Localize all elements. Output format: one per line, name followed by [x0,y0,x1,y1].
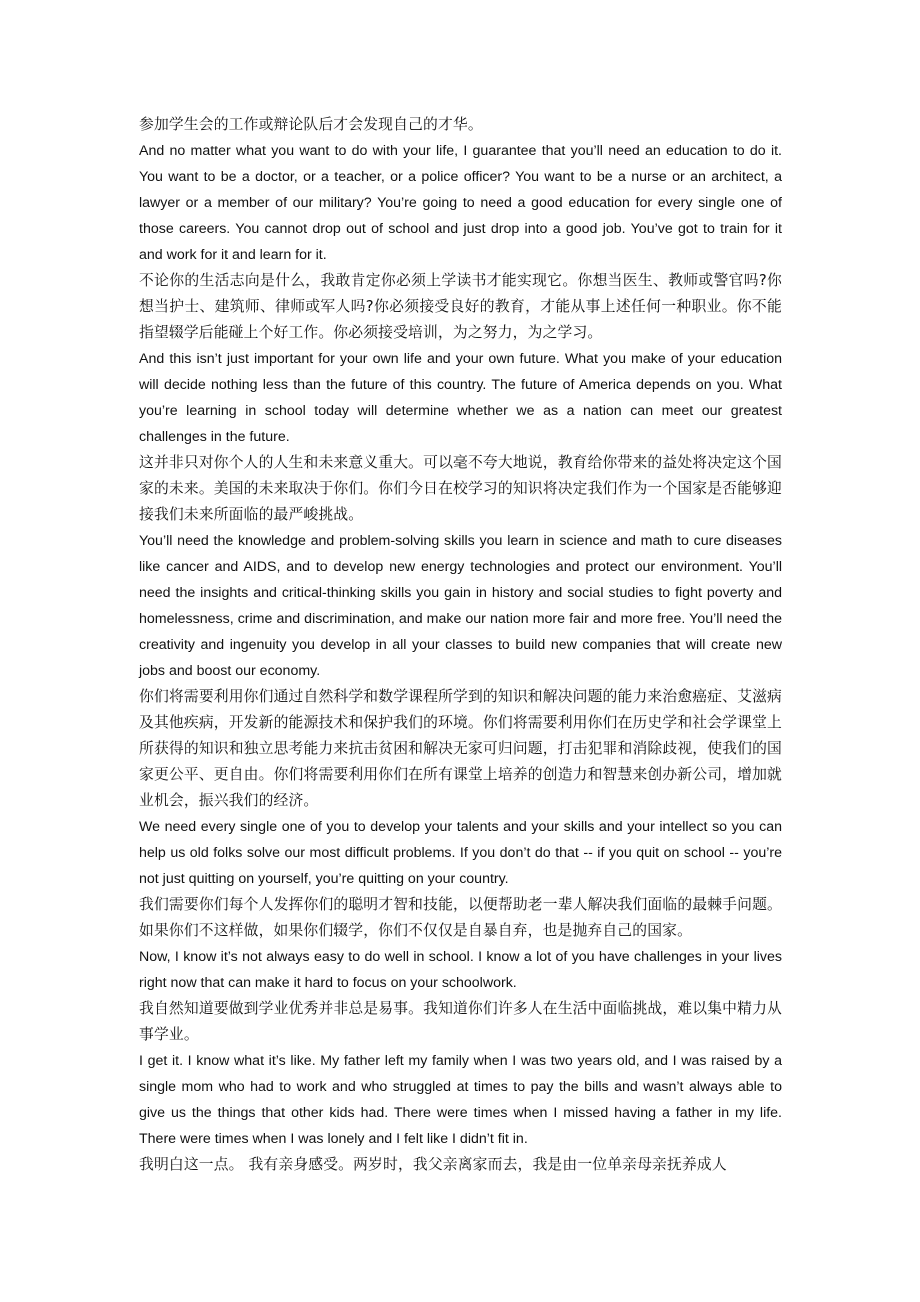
paragraph-en: I get it. I know what it’s like. My father left my family when I was two years old, and I was raised by a single mom who had to work and who struggled at times to pay the bills and wasn’t always able to give us the things that other kids had. There were times when I missed having a father in my life. There were times when I was lonely and I felt like I didn’t fit in. [139,1053,782,1147]
paragraph-zh: 这并非只对你个人的人生和未来意义重大。可以毫不夸大地说，教育给你带来的益处将决定这个国家的未来。美国的未来取决于你们。你们今日在校学习的知识将决定我们作为一个国家是否能够迎接我们未来所面临的最严峻挑战。 [139,454,782,523]
paragraph-en: We need every single one of you to develop your talents and your skills and your intellect so you can help us old folks solve our most difficult problems. If you don’t do that -- if you quit on school -- you’re not just quitting on yourself, you’re quitting on your country. [139,819,782,887]
paragraph-zh: 我们需要你们每个人发挥你们的聪明才智和技能，以便帮助老一辈人解决我们面临的最棘手问题。如果你们不这样做，如果你们辍学，你们不仅仅是自暴自弃，也是抛弃自己的国家。 [139,896,782,939]
paragraph-zh: 不论你的生活志向是什么，我敢肯定你必须上学读书才能实现它。你想当医生、教师或警官吗?你想当护士、建筑师、律师或军人吗?你必须接受良好的教育，才能从事上述任何一种职业。你不能指望辍学后能碰上个好工作。你必须接受培训，为之努力，为之学习。 [139,272,782,341]
document-body [139,112,782,1178]
paragraph-en: You’ll need the knowledge and problem-solving skills you learn in science and math to cure diseases like cancer and AIDS, and to develop new energy technologies and protect our environment. You’ll need the insights and critical-thinking skills you gain in history and social studies to fight poverty and homelessness, crime and discrimination, and make our nation more fair and more free. You’ll need the creativity and ingenuity you develop in all your classes to build new companies that will create new jobs and boost our economy. [139,533,782,679]
paragraph-zh: 我自然知道要做到学业优秀并非总是易事。我知道你们许多人在生活中面临挑战，难以集中精力从事学业。 [139,1000,782,1043]
paragraph-en: Now, I know it’s not always easy to do well in school. I know a lot of you have challenges in your lives right now that can make it hard to focus on your schoolwork. [139,949,782,991]
paragraph-en: And no matter what you want to do with your life, I guarantee that you’ll need an education to do it. You want to be a doctor, or a teacher, or a police officer? You want to be a nurse or an architect, a lawyer or a member of our military? You’re going to need a good education for every single one of those careers. You cannot drop out of school and just drop into a good job. You’ve got to train for it and work for it and learn for it. [139,143,782,263]
paragraph-zh: 我明白这一点。 我有亲身感受。两岁时，我父亲离家而去，我是由一位单亲母亲抚养成人 [139,1156,727,1173]
paragraph-zh: 参加学生会的工作或辩论队后才会发现自己的才华。 [139,116,483,133]
paragraph-zh: 你们将需要利用你们通过自然科学和数学课程所学到的知识和解决问题的能力来治愈癌症、艾滋病及其他疾病，开发新的能源技术和保护我们的环境。你们将需要利用你们在历史学和社会学课堂上所获得的知识和独立思考能力来抗击贫困和解决无家可归问题，打击犯罪和消除歧视，使我们的国家更公平、更自由。你们将需要利用你们在所有课堂上培养的创造力和智慧来创办新公司，增加就业机会，振兴我们的经济。 [139,688,782,809]
paragraph-en: And this isn’t just important for your own life and your own future. What you make of your education will decide nothing less than the future of this country. The future of America depends on you. What you’re learning in school today will determine whether we as a nation can meet our greatest challenges in the future. [139,351,782,445]
